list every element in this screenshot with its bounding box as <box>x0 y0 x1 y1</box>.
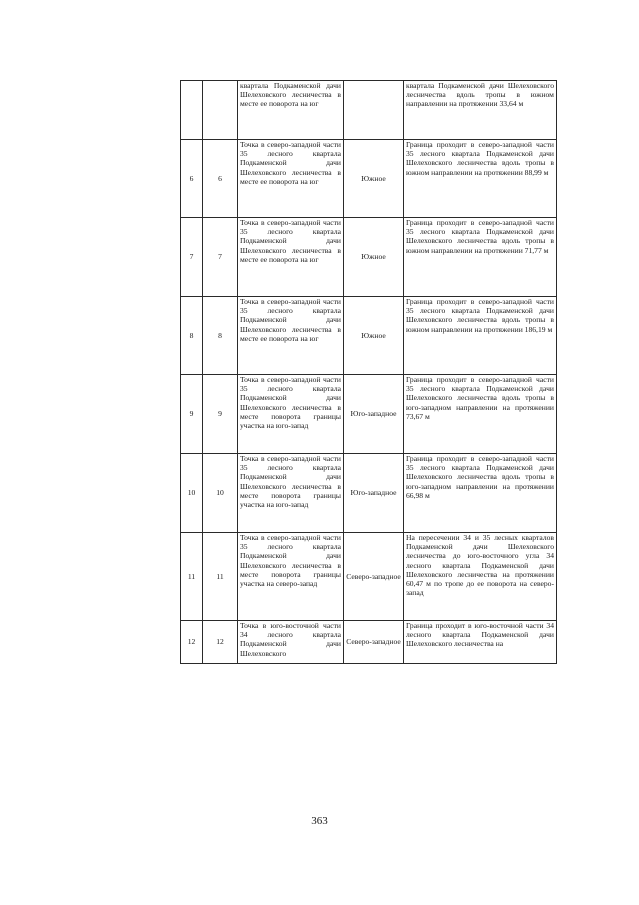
point-number-cell: 12 <box>203 621 238 664</box>
direction-cell: Южное <box>344 140 404 218</box>
point-number-cell <box>203 81 238 140</box>
point-number-cell: 8 <box>181 297 203 375</box>
boundary-description-cell: Граница проходит в юго-восточной части 34 лесного квартала Подкаменской дачи Шелеховского лесничества на <box>404 621 557 664</box>
boundary-description-cell: На пересечении 34 и 35 лесных кварталов Подкаменской дачи Шелеховского лесничества до юго-восточного угла 34 лесного квартала Подкаменской дачи Шелеховского лесничества на протяжении 60,47 м по тропе до ее поворота на северо-запад <box>404 533 557 621</box>
table-row <box>181 218 557 297</box>
point-number-cell: 6 <box>203 140 238 218</box>
boundary-table <box>180 80 557 664</box>
point-description-cell: Точка в северо-западной части 35 лесного квартала Подкаменской дачи Шелеховского лесничества в месте ее поворота на юг <box>238 218 344 297</box>
boundary-description-cell: Граница проходит в северо-западной части 35 лесного квартала Подкаменской дачи Шелеховского лесничества вдоль тропы в юго-западном направлении на протяжении 66,98 м <box>404 454 557 533</box>
table-row <box>181 621 557 664</box>
point-number-cell: 8 <box>203 297 238 375</box>
point-number-cell: 10 <box>203 454 238 533</box>
direction-cell: Юго-западное <box>344 375 404 454</box>
point-number-cell: 10 <box>181 454 203 533</box>
point-number-cell: 9 <box>181 375 203 454</box>
direction-cell: Северо-западное <box>344 533 404 621</box>
page-number: 363 <box>311 815 328 827</box>
direction-cell <box>344 81 404 140</box>
point-description-cell: Точка в северо-западной части 35 лесного квартала Подкаменской дачи Шелеховского лесничества в месте поворота границы участка на юго-запад <box>238 375 344 454</box>
boundary-description-cell: Граница проходит в северо-западной части 35 лесного квартала Подкаменской дачи Шелеховского лесничества вдоль тропы в южном направлении на протяжении 88,99 м <box>404 140 557 218</box>
direction-cell: Северо-западное <box>344 621 404 664</box>
table-row <box>181 297 557 375</box>
table-row <box>181 454 557 533</box>
table-row <box>181 375 557 454</box>
direction-cell: Южное <box>344 297 404 375</box>
point-description-cell: Точка в юго-восточной части 34 лесного квартала Подкаменской дачи Шелеховского <box>238 621 344 664</box>
table-row <box>181 533 557 621</box>
table-row <box>181 140 557 218</box>
table-row <box>181 81 557 140</box>
point-number-cell: 7 <box>203 218 238 297</box>
point-description-cell: Точка в северо-западной части 35 лесного квартала Подкаменской дачи Шелеховского лесничества в месте поворота границы участка на северо-запад <box>238 533 344 621</box>
boundary-description-cell: квартала Подкаменской дачи Шелеховского лесничества вдоль тропы в южном направлении на протяжении 33,64 м <box>404 81 557 140</box>
boundary-description-cell: Граница проходит в северо-западной части 35 лесного квартала Подкаменской дачи Шелеховского лесничества вдоль тропы в южном направлении на протяжении 186,19 м <box>404 297 557 375</box>
point-description-cell: Точка в северо-западной части 35 лесного квартала Подкаменской дачи Шелеховского лесничества в месте поворота границы участка на юго-запад <box>238 454 344 533</box>
point-number-cell: 9 <box>203 375 238 454</box>
boundary-description-cell: Граница проходит в северо-западной части 35 лесного квартала Подкаменской дачи Шелеховского лесничества вдоль тропы в юго-западном направлении на протяжении 73,67 м <box>404 375 557 454</box>
point-number-cell <box>181 81 203 140</box>
point-number-cell: 11 <box>181 533 203 621</box>
direction-cell: Юго-западное <box>344 454 404 533</box>
point-number-cell: 6 <box>181 140 203 218</box>
point-number-cell: 7 <box>181 218 203 297</box>
point-number-cell: 11 <box>203 533 238 621</box>
direction-cell: Южное <box>344 218 404 297</box>
boundary-description-cell: Граница проходит в северо-западной части 35 лесного квартала Подкаменской дачи Шелеховского лесничества вдоль тропы в южном направлении на протяжении 71,77 м <box>404 218 557 297</box>
point-description-cell: Точка в северо-западной части 35 лесного квартала Подкаменской дачи Шелеховского лесничества в месте ее поворота на юг <box>238 140 344 218</box>
point-description-cell: Точка в северо-западной части 35 лесного квартала Подкаменской дачи Шелеховского лесничества в месте ее поворота на юг <box>238 297 344 375</box>
point-description-cell: квартала Подкаменской дачи Шелеховского лесничества в месте ее поворота на юг <box>238 81 344 140</box>
point-number-cell: 12 <box>181 621 203 664</box>
